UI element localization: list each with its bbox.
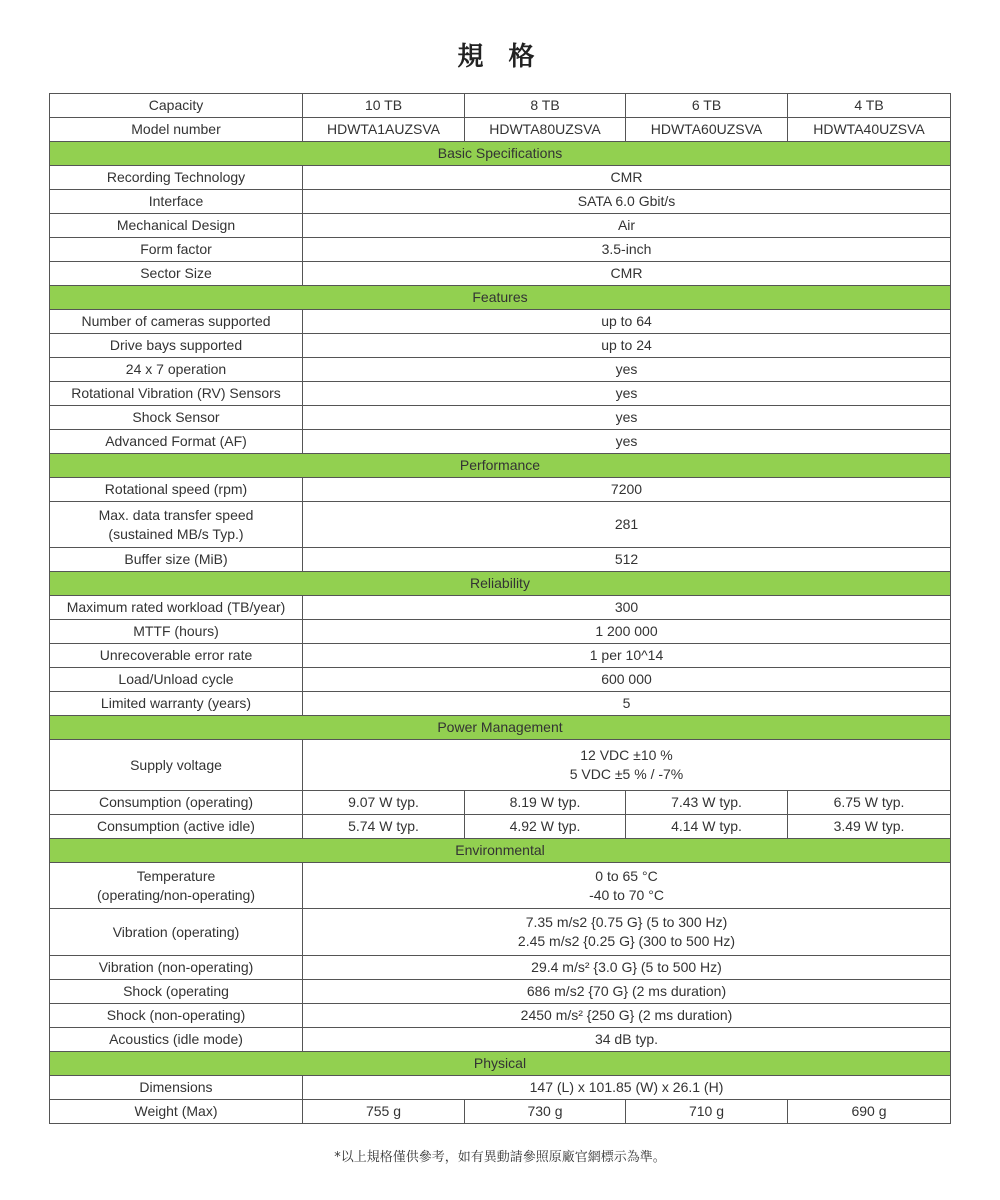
spec-value <box>303 740 951 791</box>
spec-label: MTTF (hours) <box>50 620 303 644</box>
spec-value-line: 7.35 m/s2 {0.75 G} (5 to 300 Hz) <box>525 914 728 930</box>
section-header-basic <box>50 142 951 166</box>
spec-row <box>50 909 951 956</box>
spec-value-line: 5 VDC ±5 % / -7% <box>569 766 684 782</box>
spec-row <box>50 692 951 716</box>
section-title: Features <box>50 286 951 310</box>
spec-row <box>50 478 951 502</box>
section-header-power <box>50 716 951 740</box>
spec-row <box>50 1028 951 1052</box>
capacity-cell: 10 TB <box>303 94 465 118</box>
spec-value: 512 <box>303 548 951 572</box>
spec-label: 24 x 7 operation <box>50 358 303 382</box>
section-header-environmental <box>50 839 951 863</box>
spec-label: Maximum rated workload (TB/year) <box>50 596 303 620</box>
spec-row <box>50 430 951 454</box>
spec-label: Supply voltage <box>50 740 303 791</box>
spec-label: Rotational speed (rpm) <box>50 478 303 502</box>
spec-row <box>50 358 951 382</box>
spec-value: 686 m/s2 {70 G} (2 ms duration) <box>303 980 951 1004</box>
spec-row <box>50 1004 951 1028</box>
spec-row <box>50 334 951 358</box>
spec-value: yes <box>303 358 951 382</box>
spec-row <box>50 310 951 334</box>
spec-row <box>50 980 951 1004</box>
section-header-features <box>50 286 951 310</box>
model-cell: HDWTA1AUZSVA <box>303 118 465 142</box>
spec-value: 300 <box>303 596 951 620</box>
model-cell: HDWTA40UZSVA <box>788 118 951 142</box>
spec-label: Shock Sensor <box>50 406 303 430</box>
capacity-cell: 8 TB <box>465 94 626 118</box>
spec-value: 281 <box>303 502 951 548</box>
spec-value: 1 200 000 <box>303 620 951 644</box>
spec-label: Interface <box>50 190 303 214</box>
spec-value: 7200 <box>303 478 951 502</box>
spec-label: Advanced Format (AF) <box>50 430 303 454</box>
spec-value-line: -40 to 70 °C <box>589 886 664 903</box>
spec-row <box>50 406 951 430</box>
spec-label: Mechanical Design <box>50 214 303 238</box>
section-title: Environmental <box>50 839 951 863</box>
spec-value-line: 2.45 m/s2 {0.25 G} (300 to 500 Hz) <box>517 933 736 949</box>
spec-row <box>50 791 951 815</box>
spec-value: 600 000 <box>303 668 951 692</box>
spec-value: 4.14 W typ. <box>626 815 788 839</box>
spec-label: Sector Size <box>50 262 303 286</box>
capacity-label: Capacity <box>50 94 303 118</box>
spec-label: Limited warranty (years) <box>50 692 303 716</box>
section-title: Physical <box>50 1052 951 1076</box>
spec-value: 755 g <box>303 1100 465 1124</box>
spec-table <box>49 93 951 1124</box>
spec-row <box>50 190 951 214</box>
spec-row <box>50 502 951 548</box>
spec-value-line: 12 VDC ±10 % <box>580 747 673 763</box>
spec-label-line: (operating/non-operating) <box>97 886 255 903</box>
spec-label: Number of cameras supported <box>50 310 303 334</box>
spec-label: Recording Technology <box>50 166 303 190</box>
spec-row <box>50 956 951 980</box>
spec-value: 1 per 10^14 <box>303 644 951 668</box>
spec-value: 3.49 W typ. <box>788 815 951 839</box>
spec-label: Acoustics (idle mode) <box>50 1028 303 1052</box>
section-header-reliability <box>50 572 951 596</box>
spec-row <box>50 596 951 620</box>
spec-row <box>50 262 951 286</box>
capacity-cell: 6 TB <box>626 94 788 118</box>
spec-value: up to 24 <box>303 334 951 358</box>
spec-label: Load/Unload cycle <box>50 668 303 692</box>
spec-value: 8.19 W typ. <box>465 791 626 815</box>
spec-label-line: Temperature <box>136 867 216 884</box>
spec-label: Consumption (operating) <box>50 791 303 815</box>
spec-row <box>50 548 951 572</box>
spec-label: Shock (operating <box>50 980 303 1004</box>
spec-label <box>50 863 303 909</box>
spec-value: 5.74 W typ. <box>303 815 465 839</box>
spec-value: 2450 m/s² {250 G} (2 ms duration) <box>303 1004 951 1028</box>
model-row <box>50 118 951 142</box>
spec-value <box>303 863 951 909</box>
spec-label: Buffer size (MiB) <box>50 548 303 572</box>
spec-value: CMR <box>303 262 951 286</box>
spec-value: up to 64 <box>303 310 951 334</box>
spec-row <box>50 238 951 262</box>
spec-value: Air <box>303 214 951 238</box>
spec-label: Form factor <box>50 238 303 262</box>
spec-value: SATA 6.0 Gbit/s <box>303 190 951 214</box>
spec-value: 690 g <box>788 1100 951 1124</box>
spec-label-line: (sustained MB/s Typ.) <box>108 525 244 542</box>
section-title: Basic Specifications <box>50 142 951 166</box>
spec-value: 34 dB typ. <box>303 1028 951 1052</box>
spec-row <box>50 668 951 692</box>
footnote: *以上規格僅供參考，如有異動請參照原廠官網標示為準。 <box>334 1150 666 1165</box>
spec-value: 6.75 W typ. <box>788 791 951 815</box>
spec-row <box>50 166 951 190</box>
model-cell: HDWTA80UZSVA <box>465 118 626 142</box>
spec-label: Dimensions <box>50 1076 303 1100</box>
spec-label <box>50 502 303 548</box>
spec-label: Shock (non-operating) <box>50 1004 303 1028</box>
model-label: Model number <box>50 118 303 142</box>
spec-row <box>50 863 951 909</box>
section-header-physical <box>50 1052 951 1076</box>
spec-value: 730 g <box>465 1100 626 1124</box>
spec-value: 7.43 W typ. <box>626 791 788 815</box>
spec-row <box>50 644 951 668</box>
spec-row <box>50 740 951 791</box>
spec-value: 9.07 W typ. <box>303 791 465 815</box>
spec-label: Drive bays supported <box>50 334 303 358</box>
spec-label-line: Max. data transfer speed <box>98 506 254 523</box>
section-title: Power Management <box>50 716 951 740</box>
spec-value-line: 0 to 65 °C <box>595 867 658 884</box>
section-header-performance <box>50 454 951 478</box>
spec-value: yes <box>303 382 951 406</box>
spec-row <box>50 1100 951 1124</box>
spec-label: Weight (Max) <box>50 1100 303 1124</box>
spec-label: Vibration (non-operating) <box>50 956 303 980</box>
capacity-row <box>50 94 951 118</box>
spec-value <box>303 909 951 956</box>
spec-value: yes <box>303 406 951 430</box>
spec-row <box>50 620 951 644</box>
spec-label: Vibration (operating) <box>50 909 303 956</box>
spec-value: 5 <box>303 692 951 716</box>
spec-label: Unrecoverable error rate <box>50 644 303 668</box>
spec-row <box>50 382 951 406</box>
spec-row <box>50 214 951 238</box>
capacity-cell: 4 TB <box>788 94 951 118</box>
spec-value: 710 g <box>626 1100 788 1124</box>
spec-label: Consumption (active idle) <box>50 815 303 839</box>
model-cell: HDWTA60UZSVA <box>626 118 788 142</box>
spec-label: Rotational Vibration (RV) Sensors <box>50 382 303 406</box>
section-title: Performance <box>50 454 951 478</box>
spec-value: 29.4 m/s² {3.0 G} (5 to 500 Hz) <box>303 956 951 980</box>
page-title: 規 格 <box>457 42 543 72</box>
spec-value: CMR <box>303 166 951 190</box>
spec-row <box>50 1076 951 1100</box>
section-title: Reliability <box>50 572 951 596</box>
spec-value: 147 (L) x 101.85 (W) x 26.1 (H) <box>303 1076 951 1100</box>
spec-value: 3.5-inch <box>303 238 951 262</box>
spec-row <box>50 815 951 839</box>
spec-value: 4.92 W typ. <box>465 815 626 839</box>
spec-value: yes <box>303 430 951 454</box>
